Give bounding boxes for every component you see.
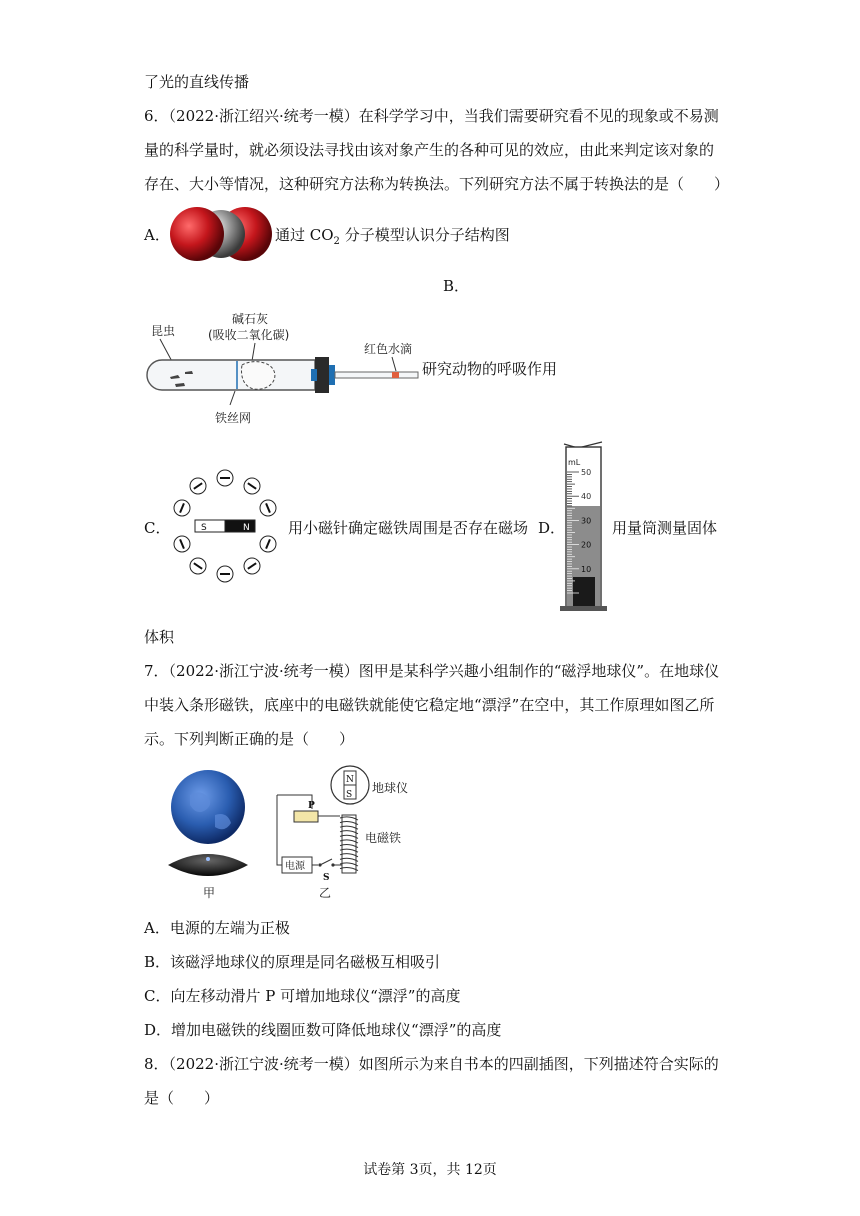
question-7-line-3: 示。下列判断正确的是（ ）	[144, 730, 355, 748]
figure-yi-label: 乙	[319, 886, 332, 900]
magnet-compass-figure	[168, 468, 288, 586]
respiration-test-tube-figure	[140, 305, 430, 430]
option-d-text: 用量筒测量固体	[612, 519, 718, 537]
magnet-s-pole: S	[346, 790, 353, 800]
test-tube	[147, 360, 315, 390]
option-c-label: C．	[144, 519, 171, 537]
magnet-n-label: N	[243, 523, 250, 533]
cylinder-tick-label: 10	[581, 564, 592, 574]
co2-molecule-figure	[168, 205, 274, 263]
unit-label: mL	[568, 458, 581, 467]
soda-lime-note: (吸收二氧化碳)	[208, 328, 290, 342]
question-6-line-1: 6．（2022·浙江绍兴·统考一模）在科学学习中，当我们需要研究看不见的现象或不易测	[144, 107, 719, 125]
option-c-text: 用小磁针确定磁铁周围是否存在磁场	[288, 519, 529, 537]
power-label: 电源	[285, 861, 305, 872]
insect-label: 昆虫	[151, 324, 176, 338]
figure-jia-label: 甲	[203, 886, 216, 900]
rheostat	[294, 811, 318, 822]
q7-option-d: D．增加电磁铁的线圈匝数可降低地球仪“漂浮”的高度	[144, 1021, 502, 1039]
cylinder-tick-label: 50	[581, 468, 592, 477]
option-d-text-continued: 体积	[144, 628, 175, 646]
question-8-line-1: 8．（2022·浙江宁波·统考一模）如图所示为来自书本的四副插图，下列描述符合实际的	[144, 1055, 719, 1073]
magnet-n-half	[225, 520, 255, 532]
slider-p-label: P	[308, 801, 315, 811]
page-footer: 试卷第 3页，共 12页	[363, 1162, 497, 1178]
magnet-s-half	[195, 520, 225, 532]
option-b-text: 研究动物的呼吸作用	[422, 360, 558, 378]
q7-option-c: C．向左移动滑片 P 可增加地球仪“漂浮”的高度	[144, 987, 461, 1005]
maglev-globe-figure	[165, 765, 250, 900]
measuring-cylinder-figure	[558, 440, 608, 615]
switch	[320, 859, 332, 865]
globe-label: 地球仪	[372, 781, 409, 795]
wire-mesh-label: 铁丝网	[215, 411, 252, 425]
magnet-s-label: S	[201, 523, 207, 533]
option-d-label: D．	[538, 519, 566, 537]
question-6-line-3: 存在、大小等情况，这种研究方法称为转换法。下列研究方法不属于转换法的是（ ）	[144, 175, 730, 193]
question-7-line-1: 7．（2022·浙江宁波·统考一模）图甲是某科学兴趣小组制作的“磁浮地球仪”。在地球仪	[144, 662, 720, 680]
capillary-tube	[335, 372, 418, 378]
magnet-n-pole: N	[346, 775, 354, 785]
q7-option-a: A．电源的左端为正极	[144, 919, 290, 937]
cylinder-tick-label: 20	[581, 540, 592, 550]
option-b-label: B．	[443, 277, 470, 295]
red-water-drop	[392, 372, 399, 378]
cylinder-tick-label: 40	[581, 492, 592, 502]
question-8-line-2: 是（ ）	[144, 1089, 220, 1107]
solid-object	[573, 577, 595, 606]
electromagnet-label: 电磁铁	[365, 831, 402, 845]
option-a-label: A．	[144, 226, 170, 244]
text-line: 了光的直线传播	[144, 73, 250, 91]
red-drop-label: 红色水滴	[364, 342, 413, 356]
option-a-text: 通过 $CO_2$ 分子模型认识分子结构图	[275, 226, 510, 247]
electromagnet-circuit-figure	[272, 765, 422, 900]
q7-option-b: B．该磁浮地球仪的原理是同名磁极互相吸引	[144, 953, 441, 971]
cylinder-base	[560, 606, 607, 611]
oxygen-atom-left	[170, 207, 224, 261]
stopper	[315, 357, 329, 393]
cylinder-tick-label: 30	[581, 516, 592, 526]
question-6-line-2: 量的科学量时，就必须设法寻找由该对象产生的各种可见的效应，由此来判定该对象的	[144, 141, 715, 159]
switch-s-label: S	[323, 873, 330, 883]
soda-lime-label: 碱石灰	[232, 312, 269, 326]
question-7-line-2: 中装入条形磁铁，底座中的电磁铁就能使它稳定地“漂浮”在空中，其工作原理如图乙所	[144, 696, 715, 714]
